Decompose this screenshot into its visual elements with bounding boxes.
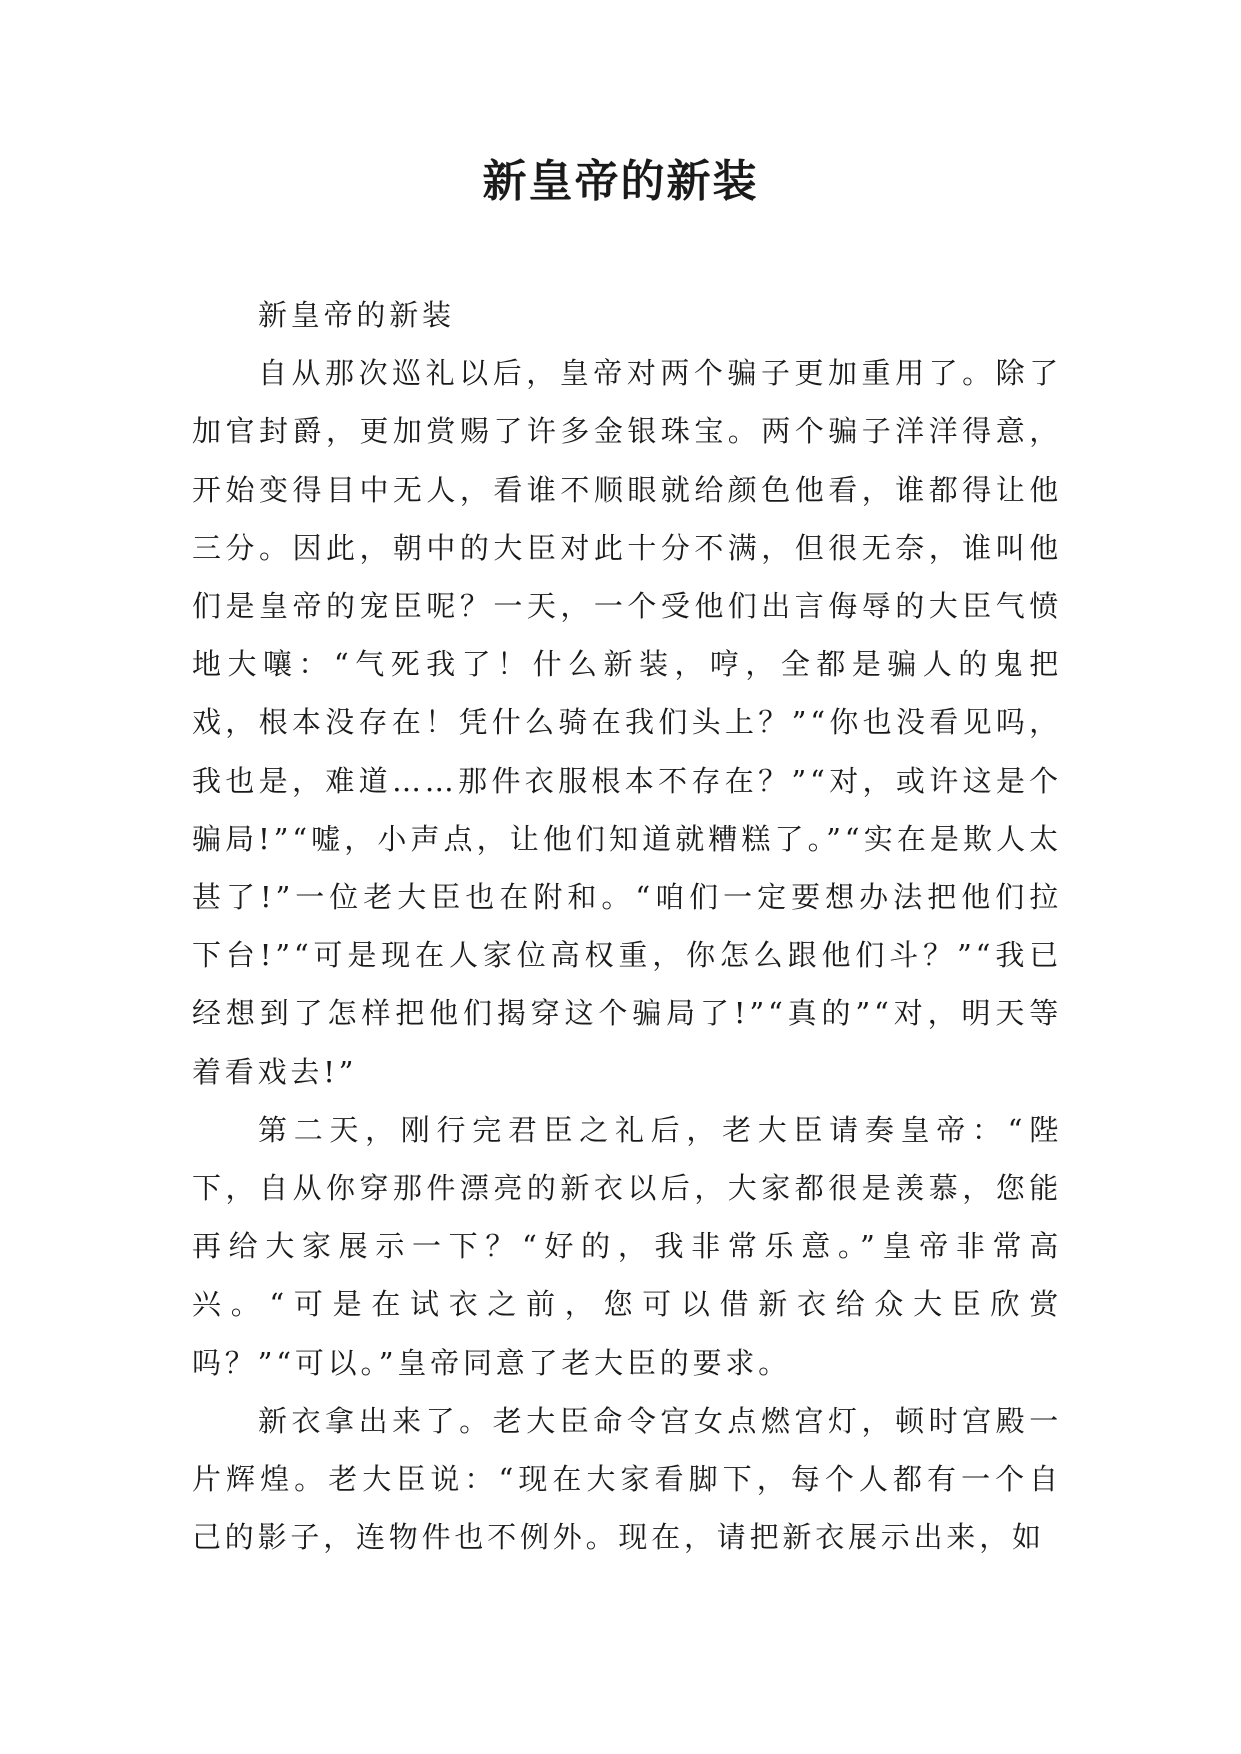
- paragraph-1: 自从那次巡礼以后，皇帝对两个骗子更加重用了。除了加官封爵，更加赏赐了许多金银珠宝。两个骗子洋洋得意，开始变得目中无人，看谁不顺眼就给颜色他看，谁都得让他三分。因此，朝中的大臣对此十分不满，但很无奈，谁叫他们是皇帝的宠臣呢？一天，一个受他们出言侮辱的大臣气愤地大嚷：“气死我了！什么新装，哼，全都是骗人的鬼把戏，根本没存在！凭什么骑在我们头上？”“你也没看见吗，我也是，难道……那件衣服根本不存在？”“对，或许这是个骗局!”“嘘，小声点，让他们知道就糟糕了。”“实在是欺人太甚了!”一位老大臣也在附和。“咱们一定要想办法把他们拉下台!”“可是现在人家位高权重，你怎么跟他们斗？”“我已经想到了怎样把他们揭穿这个骗局了!”“真的”“对，明天等着看戏去!”: [192, 356, 1062, 1089]
- document-body: [192, 286, 1062, 1566]
- paragraph-2: 第二天，刚行完君臣之礼后，老大臣请奏皇帝：“陛下，自从你穿那件漂亮的新衣以后，大家都很是羡慕，您能再给大家展示一下？“好的，我非常乐意。”皇帝非常高兴。“可是在试衣之前，您可以借新衣给众大臣欣赏吗？”“可以。”皇帝同意了老大臣的要求。: [192, 1112, 1062, 1380]
- paragraph-subtitle: 新皇帝的新装: [258, 298, 455, 332]
- document-title: 新皇帝的新装: [482, 156, 759, 207]
- paragraph-3: 新衣拿出来了。老大臣命令宫女点燃宫灯，顿时宫殿一片辉煌。老大臣说：“现在大家看脚下，每个人都有一个自己的影子，连物件也不例外。现在，请把新衣展示出来，如: [192, 1403, 1062, 1555]
